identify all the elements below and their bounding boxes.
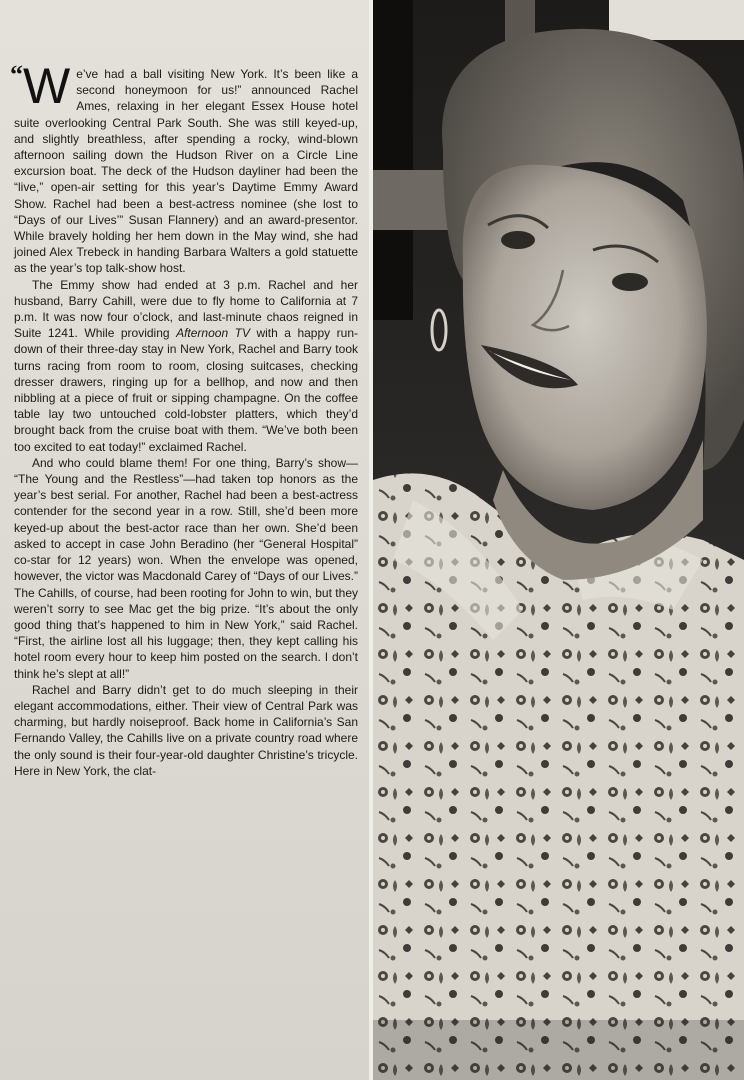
paragraph-1-text: e’ve had a ball visiting New York. It’s been like a second honeymoon for us!” announced Rachel Ames, relaxing in her elegant Essex House hotel suite overlooking Central Park South. She was still keyed-up, and slightly breathless, after spending a rocky, wind-blown afternoon sailing down the Hudson River on a Circle Line excursion boat. The deck of the Hudson dayliner had been the “live,” open-air setting for this year’s Daytime Emmy Award Show. Rachel had been a best-actress nominee (she lost to “Days of our Lives’” Susan Flannery) and an award-presentor. While bravely holding her hem down in the May wind, she had joined Alex Trebeck in handing Barbara Walters a gold statuette as the year’s top talk-show host. <box>14 67 358 276</box>
article-column <box>0 0 368 1080</box>
face <box>463 165 707 510</box>
drop-cap <box>10 58 71 114</box>
drop-cap-letter: W <box>23 58 71 114</box>
portrait-illustration <box>373 0 744 1080</box>
article-paragraph-1 <box>10 58 358 277</box>
paragraph-4-text: Rachel and Barry didn’t get to do much sleeping in their elegant accommodations, either. Their view of Central Park was charming, but hardly noiseproof. Back home in California’s San Fernando Valley, the Cahills live on a private country road where the only sound is their four-year-old daughter Christine’s tricycle. Here in New York, the clat- <box>14 682 358 778</box>
right-eye <box>612 273 648 291</box>
article-paragraph-4 <box>14 682 358 779</box>
article-paragraph-2 <box>14 277 358 455</box>
paragraph-2-text-continued: with a happy run-down of their three-day stay in New York, Rachel and Barry took turns racing from room to room, closing suitcases, checking dresser drawers, ringing up for a bellhop, and now and then nibbling at a piece of fruit or sipping champagne. On the coffee table lay two untouched cold-lobster platters, which they’d brought back from the cruise boat with them. “We’ve both been too excited to eat today!” exclaimed Rachel. <box>14 326 358 454</box>
drop-cap-quote: “ <box>10 60 23 89</box>
photo-shadow <box>373 1020 744 1080</box>
background-doorframe <box>373 0 413 320</box>
paragraph-2-text: The Emmy show had ended at 3 p.m. Rachel and her husband, Barry Cahill, were due to fly home to California at 7 p.m. It was now four o’clock, and last-minute chaos reigned in Suite 1241. While providing <box>14 277 358 341</box>
paragraph-3-text: And who could blame them! For one thing, Barry’s show— “The Young and the Restless”—had taken top honors as the year’s best serial. For another, Rachel had been a best-actress contender for the second year in a row. Still, she’d been more keyed-up about the best-actor race than her own. She’d been asked to accept in case John Beradino (her “General Hospital” co-star for 12 years) won. When the envelope was opened, however, the victor was Macdonald Carey of “Days of our Lives.” The Cahills, of course, had been rooting for John to win, but they weren’t sorry to see Mac get the big prize. “It’s about the only good thing that’s happened to him in New York,” said Rachel. “First, the airline lost all his luggage; then, they kept calling his hotel room every hour to keep him posted on the search. I don’t think he’s slept at all!” <box>14 455 358 681</box>
publication-title: Afternoon TV <box>176 326 250 341</box>
portrait-photo <box>373 0 744 1080</box>
left-eye <box>501 231 535 249</box>
article-paragraph-3 <box>14 455 358 682</box>
